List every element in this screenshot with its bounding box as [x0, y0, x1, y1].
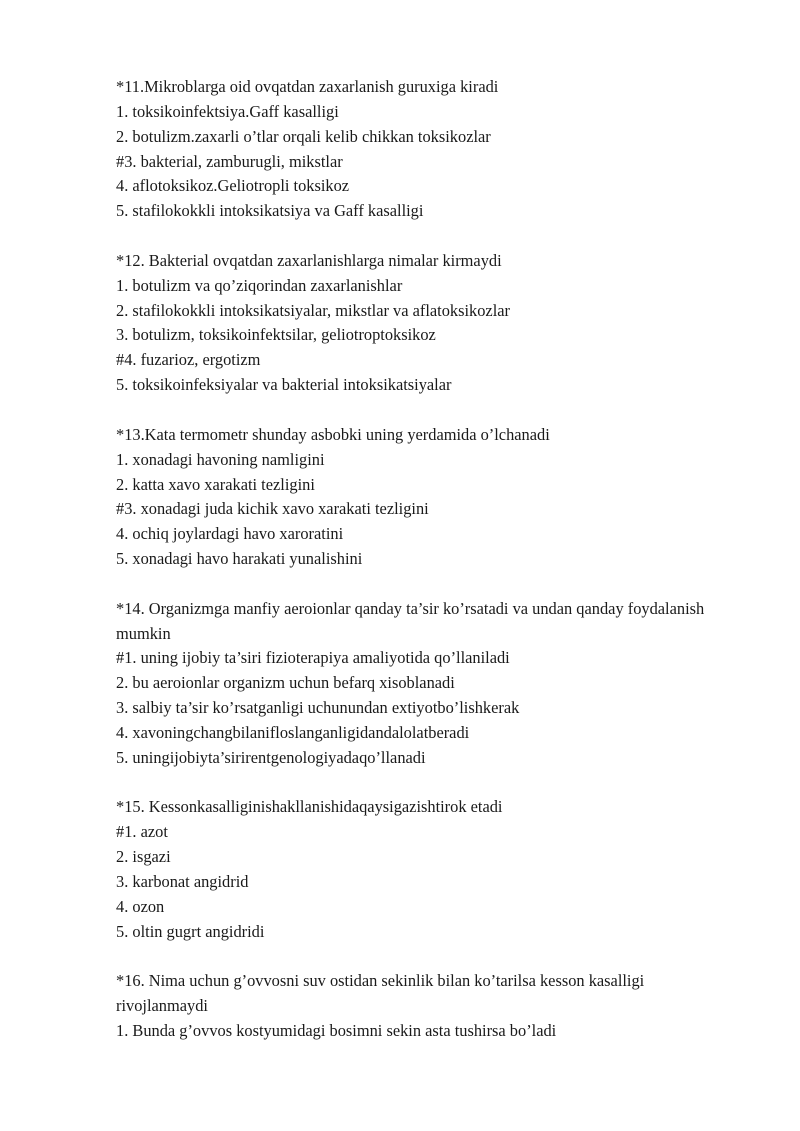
answer-option: #3. bakterial, zamburugli, mikstlar: [116, 151, 343, 171]
answer-option: 2. katta xavo xarakati tezligini: [116, 474, 315, 494]
question-block: [116, 75, 756, 224]
question-block: [116, 969, 756, 1044]
answer-option: 2. bu aeroionlar organizm uchun befarq xisoblanadi: [116, 673, 455, 693]
answer-option: 3. salbiy ta’sir ko’rsatganligi uchunundan extiyotbo’lishkerak: [116, 698, 520, 718]
answer-option: 2. isgazi: [116, 847, 171, 867]
answer-option: #4. fuzarioz, ergotizm: [116, 350, 261, 370]
answer-option: #1. uning ijobiy ta’siri fizioterapiya amaliyotida qo’llaniladi: [116, 648, 510, 668]
answer-option: 4. xavoningchangbilanifloslanganligidandalolatberadi: [116, 722, 470, 742]
answer-option: 5. stafilokokkli intoksikatsiya va Gaff kasalligi: [116, 201, 424, 221]
answer-option: 4. aflotoksikoz.Geliotropli toksikoz: [116, 176, 350, 196]
answer-option: 1. botulizm va qo’ziqorindan zaxarlanishlar: [116, 275, 403, 295]
answer-option: 3. karbonat angidrid: [116, 872, 249, 891]
answer-option: 5. xonadagi havo harakati yunalishini: [116, 549, 363, 569]
question-title: *12. Bakterial ovqatdan zaxarlanishlarga nimalar kirmaydi: [116, 250, 502, 270]
answer-option: 1. toksikoinfektsiya.Gaff kasalligi: [116, 101, 339, 121]
question-title: *11.Mikroblarga oid ovqatdan zaxarlanish guruxiga kiradi: [116, 77, 499, 96]
answer-option: 4. ochiq joylardagi havo xaroratini: [116, 524, 344, 544]
question-list: [116, 75, 756, 1069]
answer-option: 2. botulizm.zaxarli o’tlar orqali kelib chikkan toksikozlar: [116, 126, 491, 146]
answer-option: #1. azot: [116, 822, 168, 842]
answer-option: #3. xonadagi juda kichik xavo xarakati tezligini: [116, 499, 429, 519]
answer-option: 5. uningijobiyta’sirirentgenologiyadaqo’llanadi: [116, 747, 426, 767]
answer-option: 2. stafilokokkli intoksikatsiyalar, mikstlar va aflatoksikozlar: [116, 300, 510, 320]
question-block: [116, 249, 756, 398]
question-block: [116, 423, 756, 572]
question-title: *13.Kata termometr shunday asbobki uning yerdamida o’lchanadi: [116, 424, 550, 444]
answer-option: 5. oltin gugrt angidridi: [116, 921, 265, 941]
answer-option: 5. toksikoinfeksiyalar va bakterial intoksikatsiyalar: [116, 375, 452, 395]
question-title: *15. Kessonkasalliginishakllanishidaqaysigazishtirok etadi: [116, 797, 503, 817]
question-title: *16. Nima uchun g’ovvosni suv ostidan sekinlik bilan ko’tarilsa kesson kasalligi rivojlanmaydi: [116, 971, 645, 1016]
answer-option: 3. botulizm, toksikoinfektsilar, geliotroptoksikoz: [116, 325, 436, 345]
answer-option: 1. xonadagi havoning namligini: [116, 449, 325, 469]
question-block: [116, 597, 756, 771]
answer-option: 1. Bunda g’ovvos kostyumidagi bosimni sekin asta tushirsa bo’ladi: [116, 1021, 557, 1041]
question-title: *14. Organizmga manfiy aeroionlar qanday ta’sir ko’rsatadi va undan qanday foydalanish mumkin: [116, 598, 705, 643]
question-block: [116, 795, 756, 944]
answer-option: 4. ozon: [116, 896, 165, 916]
